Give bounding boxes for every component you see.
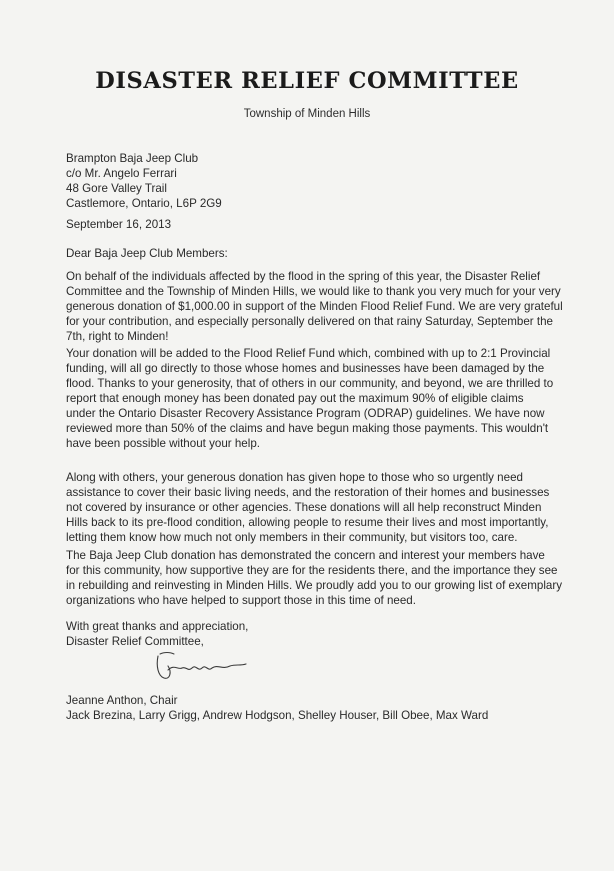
paragraph-line: funding, will all go directly to those whose homes and businesses have been damaged by the: [66, 362, 545, 375]
paragraph-line: for this community, how supportive they are for the residents there, and the importance they see: [66, 564, 558, 577]
address-line: Castlemore, Ontario, L6P 2G9: [66, 197, 222, 210]
paragraph-line: in rebuilding and reinvesting in Minden Hills. We proudly add you to our growing list of exemplary: [66, 579, 563, 592]
address-line: Brampton Baja Jeep Club: [66, 152, 199, 165]
paragraph-line: have been possible without your help.: [66, 437, 261, 450]
closing-line: Disaster Relief Committee,: [66, 635, 204, 648]
letterhead-subtitle: Township of Minden Hills: [243, 108, 371, 120]
paragraph-4: [66, 548, 596, 608]
handwritten-signature: [150, 646, 250, 686]
paragraph-line: Committee and the Township of Minden Hills, we would like to thank you very much for your very: [66, 285, 561, 298]
paragraph-line: organizations who have helped to support those in this time of need.: [66, 594, 416, 607]
paragraph-line: for your contribution, and especially personally delivered on that rainy Saturday, September the: [66, 315, 553, 328]
address-line: 48 Gore Valley Trail: [66, 182, 167, 195]
address-line: c/o Mr. Angelo Ferrari: [66, 167, 177, 180]
paragraph-line: On behalf of the individuals affected by the flood in the spring of this year, the Disaster Relief: [66, 270, 541, 283]
signatory-name: Jeanne Anthon, Chair: [66, 694, 178, 707]
closing: [66, 619, 596, 649]
letterhead-title: DISASTER RELIEF COMMITTEE: [95, 68, 519, 94]
committee-members: Jack Brezina, Larry Grigg, Andrew Hodgson, Shelley Houser, Bill Obee, Max Ward: [66, 709, 489, 722]
paragraph-line: assistance to cover their basic living needs, and the restoration of their homes and businesses: [66, 486, 550, 499]
paragraph-line: flood. Thanks to your generosity, that of others in our community, and beyond, we are thrilled to: [66, 377, 554, 390]
letter-date: September 16, 2013: [66, 218, 172, 231]
paragraph-3: [66, 470, 596, 545]
paragraph-line: reviewed more than 50% of the claims and have begun making those payments. This wouldn't: [66, 422, 549, 435]
paragraph-line: 7th, right to Minden!: [66, 330, 169, 343]
paragraph-line: report that enough money has been donated pay out the maximum 90% of eligible claims: [66, 392, 524, 405]
paragraph-line: letting them know how much not only members in their community, but visitors too, care.: [66, 531, 518, 544]
paragraph-line: Your donation will be added to the Flood Relief Fund which, combined with up to 2:1 Provincial: [66, 347, 551, 360]
paragraph-line: The Baja Jeep Club donation has demonstrated the concern and interest your members have: [66, 549, 545, 562]
recipient-address: [66, 151, 596, 211]
paragraph-line: Hills back to its pre-flood condition, allowing people to resume their lives and most importantly,: [66, 516, 549, 529]
paragraph-2: [66, 346, 596, 451]
paragraph-1: [66, 269, 596, 344]
paragraph-line: Along with others, your generous donation has given hope to those who so urgently need: [66, 471, 523, 484]
salutation: Dear Baja Jeep Club Members:: [66, 247, 228, 260]
closing-line: With great thanks and appreciation,: [66, 620, 249, 633]
paragraph-line: not covered by insurance or other agencies. These donations will all help reconstruct Minden: [66, 501, 542, 514]
paragraph-line: generous donation of $1,000.00 in support of the Minden Flood Relief Fund. We are very grateful: [66, 300, 563, 313]
paragraph-line: under the Ontario Disaster Recovery Assistance Program (ODRAP) guidelines. We have now: [66, 407, 545, 420]
